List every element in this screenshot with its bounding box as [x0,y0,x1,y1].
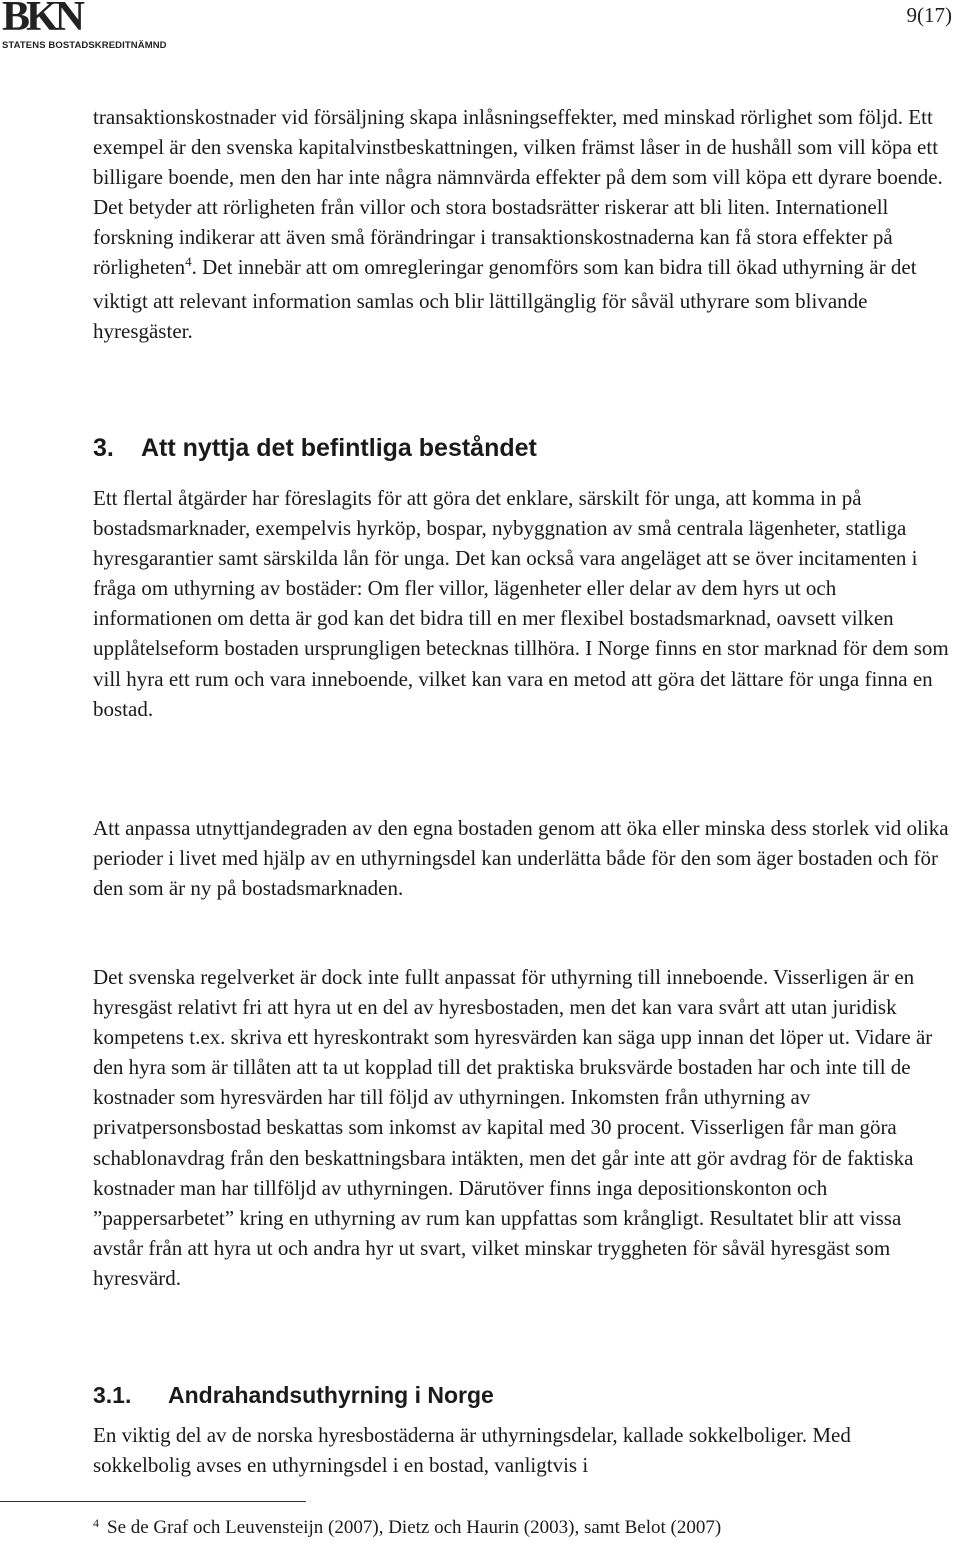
paragraph-2 [93,813,953,903]
subsection-heading-3-1 [93,1382,494,1409]
page-number: 9(17) [906,3,952,27]
footnote-reference[interactable]: 4 [185,254,192,270]
subsection-number: 3.1. [93,1382,132,1408]
logo-subtitle: STATENS BOSTADSKREDITNÄMND [2,40,167,51]
paragraph-0-part-1: transaktionskostnader vid försäljning skapa inlåsningseffekter, med minskad rörlighet som följd. Ett exempel är den svenska kapitalvinstbeskattningen, vilken främst låser in de hushåll som vill köpa ett billigare boende, men den har inte några nämnvärda effekter på dem som vill köpa ett dyrare boende. Det betyder att rörligheten från villor och stora bostadsrätter riskerar att bli liten. Internationell forskning indikerar att även små förändringar i transaktionskostnaderna kan få stora effekter på rörligheten [93,105,943,280]
section-number: 3. [93,434,114,462]
subsection-title: Andrahandsuthyrning i Norge [168,1382,494,1408]
paragraph-3 [93,962,953,1293]
footnote-number: 4 [93,1516,99,1530]
paragraph-4 [93,1420,953,1480]
paragraph-0-text [93,102,953,346]
paragraph-2-text: Att anpassa utnyttjandegraden av den egna bostaden genom att öka eller minska dess storlek vid olika perioder i livet med hjälp av en uthyrningsdel kan underlätta både för den som äger bostaden och för den som är ny på bostadsmarknaden. [93,816,949,901]
footnote-divider [0,1501,306,1502]
paragraph-1-text: Ett flertal åtgärder har föreslagits för att göra det enklare, särskilt för unga, att komma in på bostadsmarknader, exempelvis hyrköp, bospar, nybyggnation av små centrala lägenheter, statliga hyresgarantier samt särskilda lån för unga. Det kan också vara angeläget att se över incitamenten i fråga om uthyrning av bostäder: Om fler villor, lägenheter eller delar av dem hyrs ut och informationen om detta är god kan det bidra till en mer flexibel bostadsmarknad, oavsett vilken upplåtelseform bostaden ursprungligen betecknas tillhöra. I Norge finns en stor marknad för dem som vill hyra ett rum och vara inneboende, vilket kan vara en metod att göra det lättare för unga finna en bostad. [93,486,949,721]
paragraph-3-text: Det svenska regelverket är dock inte fullt anpassat för uthyrning till inneboende. Visserligen är en hyresgäst relativt fri att hyra ut en del av hyresbostaden, men det kan vara svårt att utan juridisk kompetens t.ex. skriva ett hyreskontrakt som hyresvärden kan säga upp innan det löper ut. Vidare är den hyra som är tillåten att ta ut kopplad till det praktiska bruksvärde bostaden har och inte till de kostnader som hyresvärden har till följd av uthyrningen. Inkomsten från uthyrning av privatpersonsbostad beskattas som inkomst av kapital med 30 procent. Visserligen får man göra schablonavdrag från den beskattningsbara intäkten, men det går inte att gör avdrag för de faktiska kostnader man har tillföljd av uthyrningen. Därutöver finns inga depositionskonton och ”pappersarbetet” kring en uthyrning av rum kan uppfattas som krångligt. Resultatet blir att vissa avstår från att hyra ut och andra hyr ut svart, vilket minskar tryggheten för såväl hyresgäst som hyresvärd. [93,965,933,1290]
paragraph-4-text: En viktig del av de norska hyresbostäderna är uthyrningsdelar, kallade sokkelboliger. Med sokkelbolig avses en uthyrningsdel i en bostad, vanligtvis i [93,1423,851,1478]
logo [2,0,167,52]
paragraph-1 [93,483,953,724]
section-title: Att nyttja det befintliga beståndet [141,434,537,462]
paragraph-0 [93,102,953,346]
section-heading-3 [93,434,537,463]
footnote [93,1516,721,1541]
paragraph-0-part-2: . Det innebär att om omregleringar genomförs som kan bidra till ökad uthyrning är det viktigt att relevant information samlas och blir lättillgänglig för såväl uthyrare som blivande hyresgäster. [93,255,917,343]
logo-letters: BKN [2,0,82,40]
footnote-text: Se de Graf och Leuvensteijn (2007), Dietz och Haurin (2003), samt Belot (2007) [107,1517,722,1538]
logo-mark [2,0,162,40]
